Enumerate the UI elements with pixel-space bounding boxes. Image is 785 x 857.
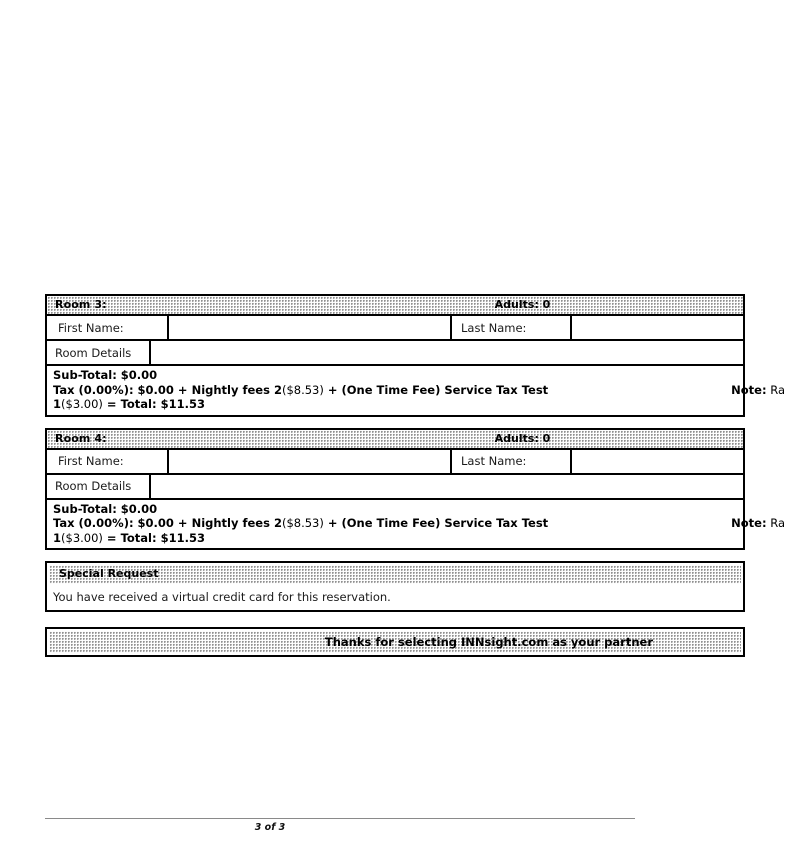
room-details-row bbox=[47, 475, 743, 500]
thanks-message: Thanks for selecting INNsight.com as your partner bbox=[324, 635, 653, 649]
thanks-banner-block bbox=[45, 627, 745, 657]
nightly-fee-amount: ($8.53) bbox=[281, 382, 324, 397]
subtotal-line: Sub-Total: $0.00 bbox=[53, 501, 158, 516]
special-request-block bbox=[45, 561, 745, 612]
tax-line-part1: Tax (0.00%): $0.00 + Nightly fees 2 bbox=[53, 516, 282, 530]
footer-divider bbox=[45, 818, 635, 819]
thanks-banner-band bbox=[49, 631, 741, 653]
adults-count-label: Adults: 0 bbox=[494, 431, 551, 445]
room-number-label: Room 4: bbox=[55, 431, 107, 445]
tax-line-continued bbox=[53, 397, 739, 412]
tax-line-part2: + (One Time Fee) Service Tax Test bbox=[323, 516, 549, 530]
room-number-label: Room 3: bbox=[55, 298, 107, 311]
total-amount: = Total: $11.53 bbox=[102, 397, 205, 411]
room-block bbox=[45, 428, 785, 551]
last-name-field[interactable] bbox=[572, 316, 743, 339]
room-details-label: Room Details bbox=[49, 475, 151, 498]
tax-line-part1: Tax (0.00%): $0.00 + Nightly fees 2 bbox=[53, 382, 282, 397]
page-number: 3 of 3 bbox=[254, 822, 286, 833]
guest-name-row bbox=[47, 316, 743, 341]
page-footer bbox=[45, 818, 635, 833]
nightly-fee-amount: ($8.53) bbox=[281, 516, 324, 530]
room-details-label: Room Details bbox=[49, 341, 151, 364]
one-time-fee-amount: ($3.00) bbox=[61, 397, 103, 411]
rate-note bbox=[731, 383, 785, 397]
note-text: Ra bbox=[766, 516, 785, 530]
room-totals bbox=[47, 366, 785, 415]
subtotal-line: Sub-Total: $0.00 bbox=[53, 368, 158, 382]
document-page bbox=[45, 0, 785, 857]
room-header-band bbox=[47, 430, 743, 450]
room-totals bbox=[47, 500, 785, 549]
room-block bbox=[45, 294, 785, 417]
room-header-band bbox=[47, 296, 743, 316]
note-text: Ra bbox=[766, 382, 785, 397]
note-label: Note: bbox=[731, 516, 767, 530]
guest-name-row bbox=[47, 450, 743, 475]
last-name-label: Last Name: bbox=[452, 316, 572, 339]
special-request-title: Special Request bbox=[59, 567, 159, 580]
one-time-fee-amount: ($3.00) bbox=[61, 530, 103, 545]
tax-line-part3: 1 bbox=[53, 530, 62, 545]
total-amount: = Total: $11.53 bbox=[102, 530, 205, 545]
first-name-label: First Name: bbox=[49, 316, 169, 339]
tax-line bbox=[53, 516, 739, 531]
tax-line-part2: + (One Time Fee) Service Tax Test bbox=[323, 382, 549, 397]
first-name-label: First Name: bbox=[49, 450, 169, 473]
room-details-row bbox=[47, 341, 743, 366]
special-request-header-band bbox=[49, 565, 741, 584]
rate-note bbox=[731, 516, 785, 530]
special-request-text: You have received a virtual credit card for this reservation. bbox=[53, 590, 391, 604]
first-name-field[interactable] bbox=[169, 316, 452, 339]
note-label: Note: bbox=[731, 382, 767, 397]
adults-count-label: Adults: 0 bbox=[494, 298, 551, 311]
last-name-label: Last Name: bbox=[452, 450, 572, 473]
room-details-field[interactable] bbox=[151, 341, 743, 364]
last-name-field[interactable] bbox=[572, 450, 743, 473]
tax-line-continued bbox=[53, 531, 739, 546]
room-details-field[interactable] bbox=[151, 475, 743, 498]
tax-line-part3: 1 bbox=[53, 397, 62, 411]
page-top-whitespace bbox=[45, 0, 745, 294]
first-name-field[interactable] bbox=[169, 450, 452, 473]
tax-line bbox=[53, 383, 739, 398]
